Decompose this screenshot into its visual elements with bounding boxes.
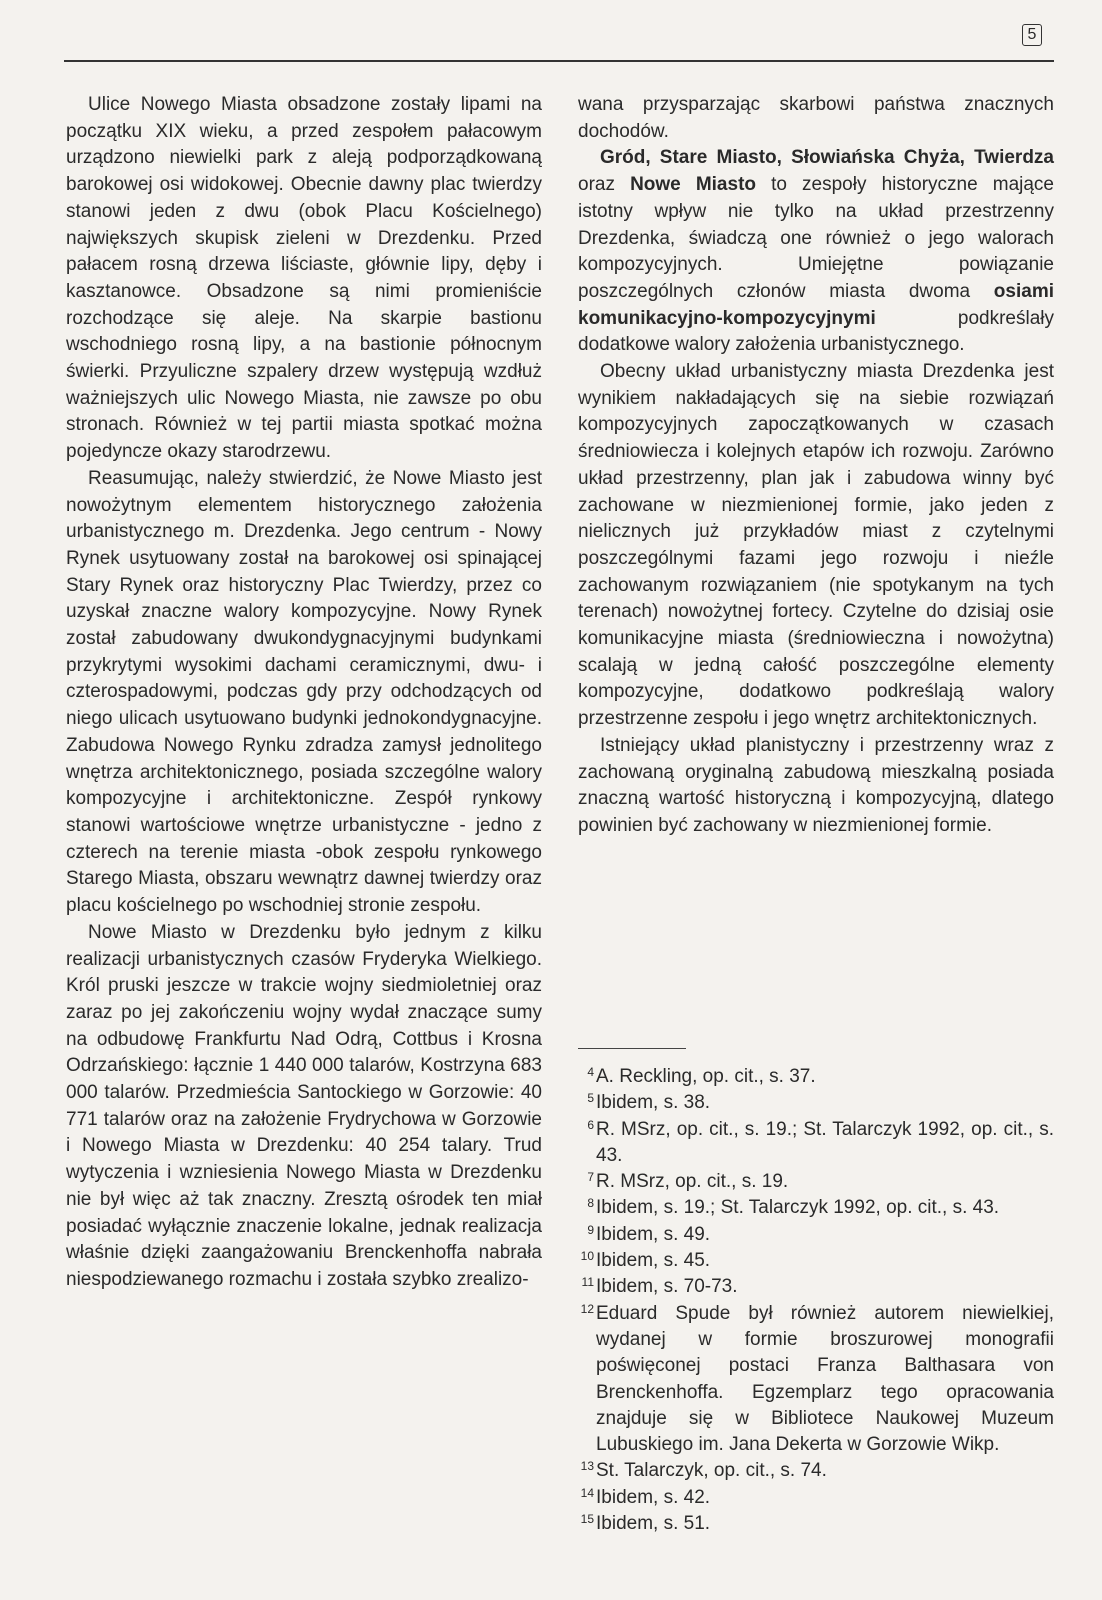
footnote-text: Eduard Spude był również autorem niewielkiej, wydanej w formie broszurowej monografii poświęconej postaci Franza Balthasara von Brenckenhoffa. Egzemplarz tego opracowania znajduje się w Bibliotece Naukowej Muzeum Lubuskiego im. Jana Dekerta w Gorzowie Wikp. <box>596 1302 1054 1456</box>
bold-term: osiami komunikacyjno-kompozycyjnymi <box>578 280 1054 329</box>
footnote-text: Ibidem, s. 49. <box>596 1223 711 1245</box>
footnotes <box>578 1064 1054 1537</box>
footnote-text: A. Reckling, op. cit., s. 37. <box>596 1066 816 1087</box>
footnote-text: Ibidem, s. 45. <box>596 1250 711 1272</box>
paragraph: Ulice Nowego Miasta obsadzone zostały lipami na początku XIX wieku, a przed zespołem pałacowym urządzono niewielki park z aleją podporządkowaną barokowej osi widokowej. Obecnie dawny plac twierdzy stanowi jeden z dwu (obok Placu Kościelnego) największych skupisk zieleni w Drezdenku. Przed pałacem rosną drzewa liściaste, głównie lipy, dęby i kasztanowce. Obsadzone są nimi promieniście rozchodzące się aleje. Na skarpie bastionu wschodniego rosną lipy, a na bastionie północnym świerki. Przyuliczne szpalery drzew występują wzdłuż ważniejszych ulic Nowego Miasta, nie zawsze po obu stronach. Również w tej partii miasta spotkać można pojedyncze okazy starodrzewu. <box>66 94 542 463</box>
footnote-number: 5 <box>587 1091 594 1106</box>
text-run: podkreślały dodatkowe walory założenia urbanistycznego. <box>578 307 1054 356</box>
paragraph: Istniejący układ planistyczny i przestrzenny wraz z zachowaną oryginalną zabudową mieszkalną posiada znaczną wartość historyczną i kompozycyjną, dlatego powinien być zachowany w niezmienionej formie. <box>578 734 1054 836</box>
paragraph: Nowe Miasto w Drezdenku było jednym z kilku realizacji urbanistycznych czasów Fryderyka Wielkiego. Król pruski jeszcze w trakcie wojny siedmioletniej oraz zaraz po jej zakończeniu wojny wydał znaczące sumy na odbudowę Frankfurtu Nad Odrą, Cottbus i Krosna Odrzańskiego: łącznie 1 440 000 talarów, Kostrzyna 683 000 talarów. Przedmieścia Santockiego w Gorzowie: 40 771 talarów oraz na założenie Frydrychowa w Gorzowie i Nowego Miasta w Drezdenku: 40 254 talary. Trud wytyczenia i wzniesienia Nowego Miasta w Drezdenku nie był więc aż tak znaczny. Zresztą ośrodek ten miał posiadać wyłącznie znaczenie lokalne, jednak realizacja właśnie dzięki zaangażowaniu Brenckenhoffa nabrała niespodziewanego rozmachu i została szybko zrealizo- <box>66 921 542 1290</box>
footnote-number: 10 <box>580 1249 594 1264</box>
footnote <box>578 1511 1054 1537</box>
footnote <box>578 1248 1054 1274</box>
footnote-number: 4 <box>587 1065 594 1079</box>
footnote <box>578 1458 1054 1484</box>
footnote <box>578 1274 1054 1300</box>
footnote <box>578 1195 1054 1221</box>
footnote-number: 15 <box>580 1512 594 1527</box>
footnote-text: R. MSrz, op. cit., s. 19. <box>596 1171 789 1193</box>
footnote <box>578 1169 1054 1195</box>
footnote-text: Ibidem, s. 70-73. <box>596 1276 738 1298</box>
footnote-number: 12 <box>580 1301 594 1316</box>
header-rule <box>64 60 1054 62</box>
paragraph: Reasumując, należy stwierdzić, że Nowe Miasto jest nowożytnym elementem historycznego założenia urbanistycznego m. Drezdenka. Jego centrum - Nowy Rynek usytuowany został na barokowej osi spinającej Stary Rynek oraz historyczny Plac Twierdzy, przez co uzyskał znaczne walory kompozycyjne. Nowy Rynek został zabudowany dwukondygnacyjnymi budynkami przykrytymi wysokimi dachami ceramicznymi, dwu- i czterospadowymi, podczas gdy przy odchodzących od niego ulicach usytuowano budynki jednokondygnacyjne. Zabudowa Nowego Rynku zdradza zamysł jednolitego wnętrza architektonicznego, posiada szczególne walory kompozycyjne i architektoniczne. Zespół rynkowy stanowi wartościowe wnętrze urbanistyczne - jedno z czterech na terenie miasta -obok zespołu rynkowego Starego Miasta, obszaru wewnątrz dawnej twierdzy oraz placu kościelnego po wschodniej stronie zespołu. <box>66 467 542 917</box>
footnote-text: St. Talarczyk, op. cit., s. 74. <box>596 1460 827 1482</box>
bold-term: Nowe Miasto <box>630 174 757 196</box>
paragraph: Obecny układ urbanistyczny miasta Drezdenka jest wynikiem nakładających się na siebie rozwiązań kompozycyjnych zapoczątkowanych w czasach średniowiecza i kolejnych etapów ich rozwoju. Zarówno układ przestrzenny, plan jak i zabudowa winny być zachowane w niezmienionej formie, jako jeden z nielicznych już przykładów miast z czytelnymi poszczególnymi fazami jego rozwoju i nieźle zachowanym rozwiązaniem (nie spotykanym na tych terenach) nowożytnej fortecy. Czytelne do dzisiaj osie komunikacyjne miasta (średniowieczna i nowożytna) scalają w jedną całość poszczególne elementy kompozycyjne, dodatkowo podkreślają walory przestrzenne zespołu i jego wnętrz architektonicznych. <box>578 361 1054 730</box>
footnote <box>578 1485 1054 1511</box>
footnote-number: 14 <box>580 1485 594 1500</box>
footnote <box>578 1222 1054 1248</box>
footnote <box>578 1064 1054 1090</box>
footnote <box>578 1301 1054 1459</box>
footnote-number: 9 <box>587 1222 594 1237</box>
footnote-number: 11 <box>581 1275 594 1290</box>
footnote-text: Ibidem, s. 19.; St. Talarczyk 1992, op. cit., s. 43. <box>596 1197 1000 1219</box>
paragraph-continuation: wana przysparzając skarbowi państwa znacznych dochodów. <box>578 94 1054 142</box>
paragraph <box>578 145 1054 359</box>
footnote <box>578 1090 1054 1116</box>
left-column <box>66 92 542 1294</box>
footnote-number: 13 <box>580 1459 594 1474</box>
text-run: to zespoły historyczne mające istotny wpływ nie tylko na układ przestrzenny Drezdenka, świadczą one również o jego walorach kompozycyjnych. Umiejętne powiązanie poszczególnych członów miasta dwoma <box>578 174 1055 302</box>
footnote-number: 6 <box>587 1117 594 1132</box>
footnote-text: Ibidem, s. 38. <box>596 1092 711 1114</box>
bold-term: Gród, Stare Miasto, Słowiańska Chyża, Twierdza <box>600 147 1054 169</box>
footnote-text: R. MSrz, op. cit., s. 19.; St. Talarczyk 1992, op. cit., s. 43. <box>596 1118 1054 1166</box>
footnote-text: Ibidem, s. 51. <box>596 1513 711 1535</box>
footnote-number: 7 <box>587 1170 594 1185</box>
footnote-rule <box>578 1048 686 1049</box>
text-run: oraz <box>578 174 631 196</box>
page-number: 5 <box>1022 24 1042 46</box>
footnote <box>578 1117 1054 1170</box>
footnote-number: 8 <box>587 1196 594 1211</box>
right-column <box>578 92 1054 840</box>
footnote-text: Ibidem, s. 42. <box>596 1486 711 1508</box>
